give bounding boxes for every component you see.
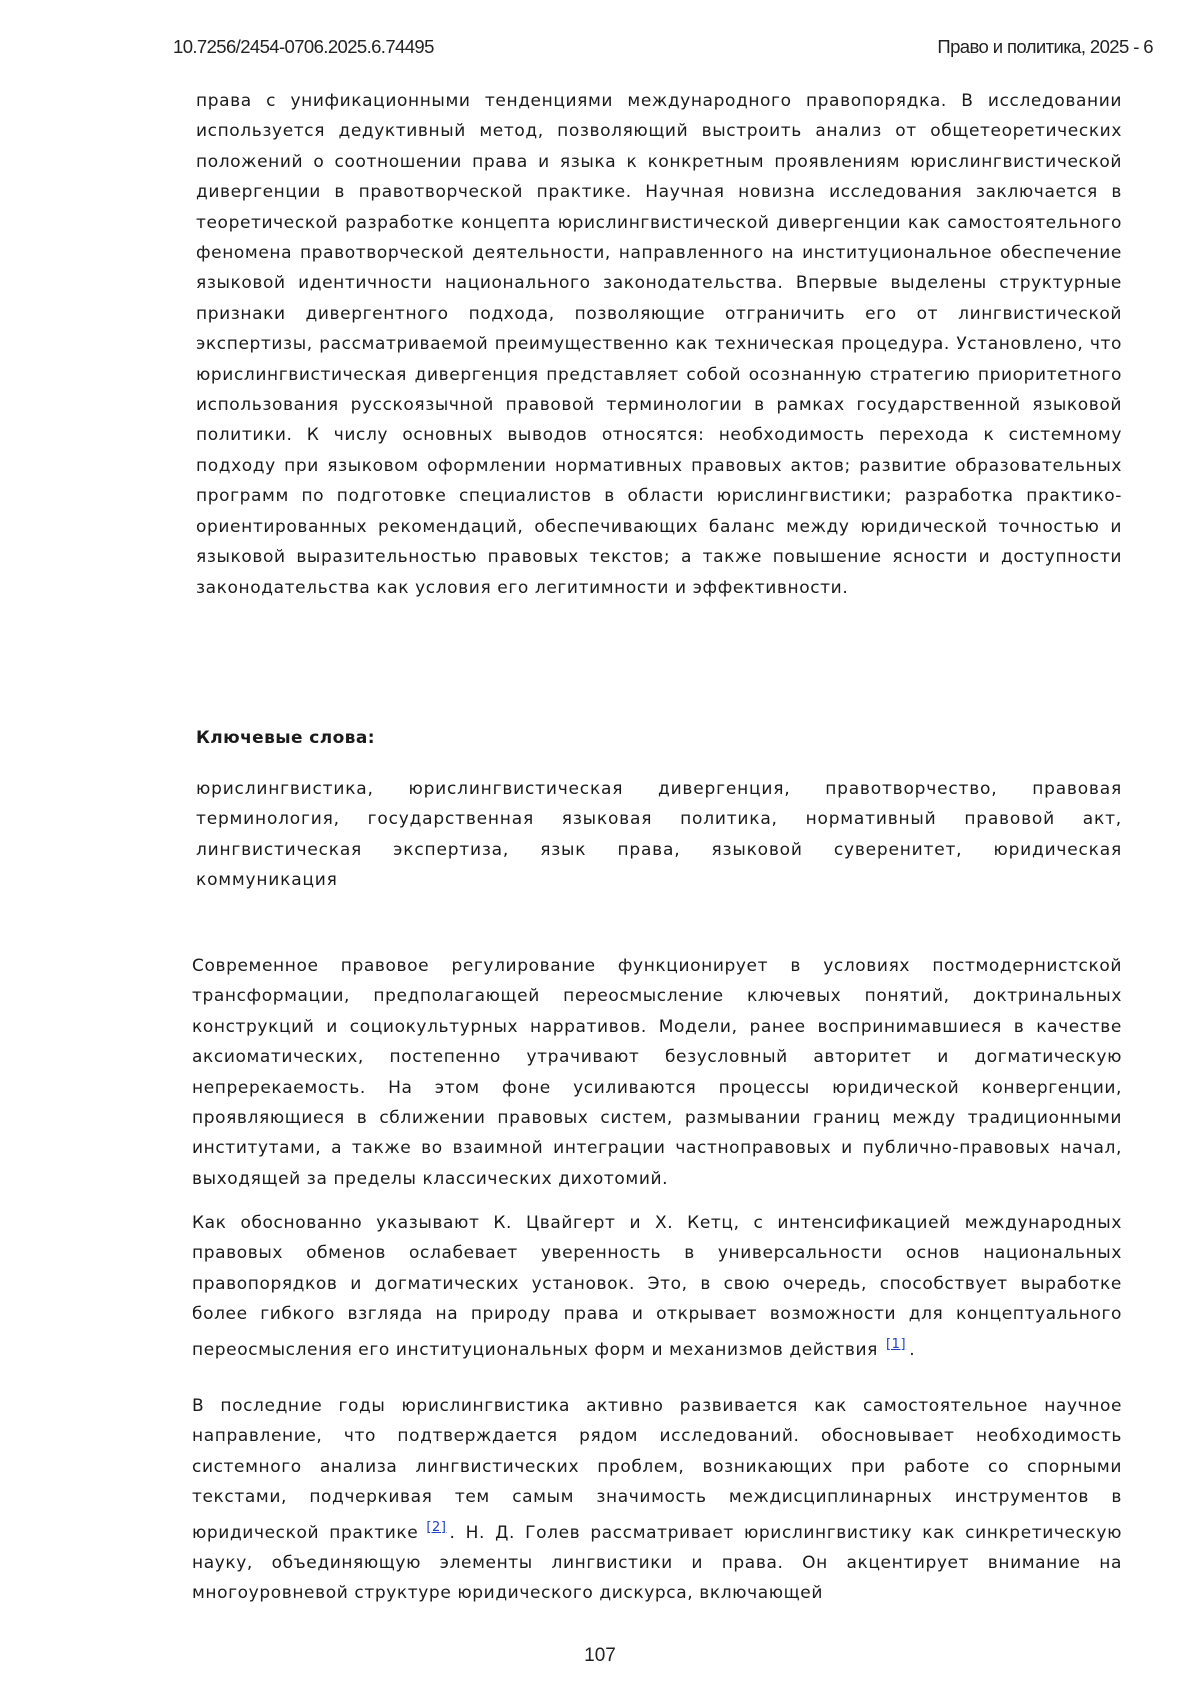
page-number: 107 <box>0 1645 1200 1667</box>
body-paragraph-2-end: . <box>909 1340 915 1360</box>
body-paragraph-3-text-a: В последние годы юрислингвистика активно развивается как самостоятельное научное направление, что подтверждается рядом исследований. обосновывает необходимость системного анализа лингвистических проблем, возникающих при работе со спорными текстами, подчеркивая тем самым значимость междисциплинарных инструментов в юридической практике <box>192 1396 1122 1543</box>
body-paragraph-3-text-b: . Н. Д. Голев рассматривает юрислингвистику как синкретическую науку, объединяющую элементы лингвистики и права. Он акцентирует внимание на многоуровневой структуре юридического дискурса, включающей <box>192 1523 1122 1604</box>
body-paragraph-2-text: Как обоснованно указывают К. Цвайгерт и Х. Кетц, с интенсификацией международных правовых обменов ослабевает уверенность в универсальности основ национальных правопорядков и догматических установок. Это, в свою очередь, способствует выработке более гибкого взгляда на природу права и открывает возможности для концептуального переосмысления его институциональных форм и механизмов действия <box>192 1213 1122 1360</box>
citation-link-1[interactable]: [1] <box>886 1337 906 1352</box>
body-paragraph-3 <box>192 1391 1122 1609</box>
journal-issue-label: Право и политика, 2025 - 6 <box>937 36 1153 58</box>
citation-link-2[interactable]: [2] <box>426 1520 446 1535</box>
article-body-cont <box>192 1208 1122 1383</box>
article-body <box>192 951 1122 1212</box>
page-header <box>173 36 1153 64</box>
body-paragraph-1: Современное правовое регулирование функционирует в условиях постмодернистской трансформации, предполагающей переосмысление ключевых понятий, доктринальных конструкций и социокультурных нарративов. Модели, ранее воспринимавшиеся в качестве аксиоматических, постепенно утрачивают безусловный авторитет и догматическую непререкаемость. На этом фоне усиливаются процессы юридической конвергенции, проявляющиеся в сближении правовых систем, размывании границ между традиционными институтами, а также во взаимной интеграции частноправовых и публично-правовых начал, выходящей за пределы классических дихотомий. <box>192 951 1122 1194</box>
body-paragraph-2 <box>192 1208 1122 1365</box>
doi-label: 10.7256/2454-0706.2025.6.74495 <box>173 36 434 58</box>
keywords-list: юрислингвистика, юрислингвистическая дивергенция, правотворчество, правовая терминология, государственная языковая политика, нормативный правовой акт, лингвистическая экспертиза, язык права, языковой суверенитет, юридическая коммуникация <box>196 774 1122 896</box>
article-body-cont-2 <box>192 1391 1122 1627</box>
keywords-title: Ключевые слова: <box>196 728 375 748</box>
abstract-paragraph: права с унификационными тенденциями международного правопорядка. В исследовании используется дедуктивный метод, позволяющий выстроить анализ от общетеоретических положений о соотношении права и языка к конкретным проявлениям юрислингвистической дивергенции в правотворческой практике. Научная новизна исследования заключается в теоретической разработке концепта юрислингвистической дивергенции как самостоятельного феномена правотворческой деятельности, направленного на институциональное обеспечение языковой идентичности национального законодательства. Впервые выделены структурные признаки дивергентного подхода, позволяющие отграничить его от лингвистической экспертизы, рассматриваемой преимущественно как техническая процедура. Установлено, что юрислингвистическая дивергенция представляет собой осознанную стратегию приоритетного использования русскоязычной правовой терминологии в рамках государственной языковой политики. К числу основных выводов относятся: необходимость перехода к системному подходу при языковом оформлении нормативных правовых актов; развитие образовательных программ по подготовке специалистов в области юрислингвистики; разработка практико-ориентированных рекомендаций, обеспечивающих баланс между юридической точностью и языковой выразительностью правовых текстов; а также повышение ясности и доступности законодательства как условия его легитимности и эффективности. <box>196 86 1122 603</box>
